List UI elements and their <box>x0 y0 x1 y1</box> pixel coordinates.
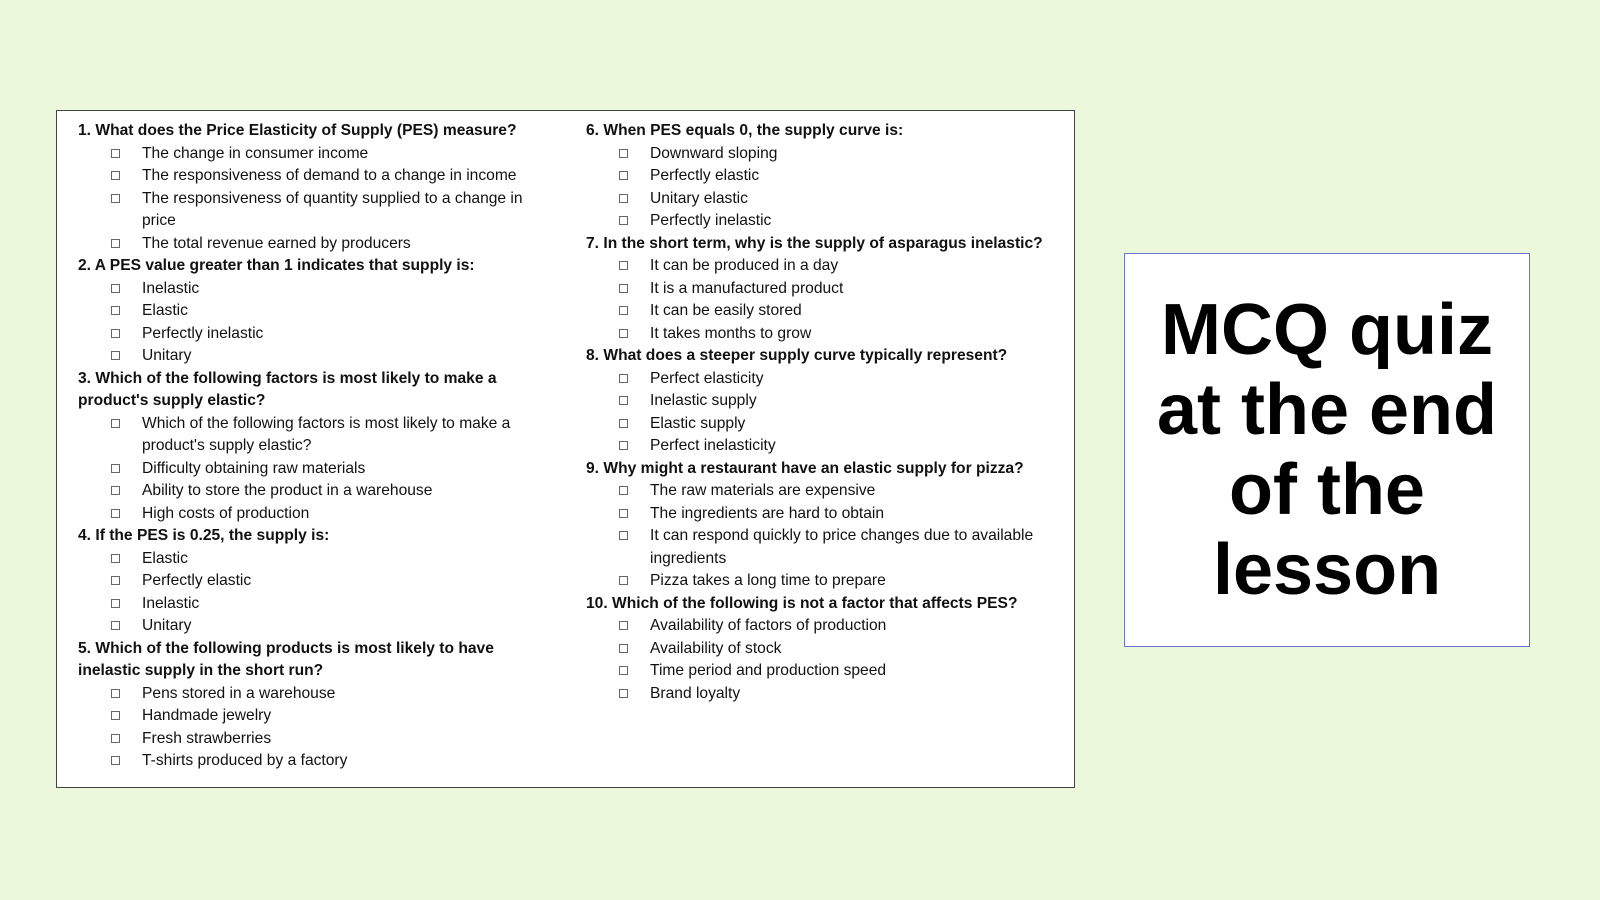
option-label: The total revenue earned by producers <box>142 234 411 252</box>
answer-option[interactable] <box>586 300 1061 323</box>
question-block <box>78 368 548 526</box>
checkbox-icon[interactable] <box>111 734 120 743</box>
checkbox-icon[interactable] <box>111 171 120 180</box>
question-block <box>586 345 1061 458</box>
checkbox-icon[interactable] <box>111 464 120 473</box>
answer-option[interactable] <box>586 525 1061 570</box>
option-label: It takes months to grow <box>650 324 812 342</box>
option-label: High costs of production <box>142 504 310 522</box>
option-label: Perfectly inelastic <box>650 212 772 229</box>
checkbox-icon[interactable] <box>619 666 628 675</box>
checkbox-icon[interactable] <box>111 419 120 428</box>
question-title <box>78 638 548 683</box>
question-text: A PES value greater than 1 indicates that supply is: <box>94 257 475 274</box>
question-block <box>78 255 548 368</box>
option-label: Ability to store the product in a warehouse <box>142 482 433 499</box>
checkbox-icon[interactable] <box>619 171 628 180</box>
checkbox-icon[interactable] <box>111 509 120 518</box>
checkbox-icon[interactable] <box>619 441 628 450</box>
checkbox-icon[interactable] <box>111 329 120 338</box>
option-label: Unitary elastic <box>650 189 748 207</box>
question-title <box>586 120 1061 143</box>
question-number: 8. <box>586 347 600 364</box>
checkbox-icon[interactable] <box>619 509 628 518</box>
question-block <box>78 525 548 638</box>
answer-option[interactable] <box>78 570 548 593</box>
option-label: Perfectly inelastic <box>142 324 264 342</box>
option-list <box>586 368 1061 458</box>
option-label: Unitary <box>142 347 192 364</box>
option-list <box>78 278 548 368</box>
question-block <box>586 593 1061 706</box>
question-number: 2. <box>78 257 92 274</box>
checkbox-icon[interactable] <box>111 576 120 585</box>
option-list <box>78 143 548 256</box>
question-text: When PES equals 0, the supply curve is: <box>603 122 904 139</box>
answer-option[interactable] <box>586 210 1061 233</box>
question-number: 10. <box>586 594 608 612</box>
answer-option[interactable] <box>586 503 1061 526</box>
checkbox-icon[interactable] <box>619 531 628 540</box>
answer-option[interactable] <box>78 165 548 188</box>
checkbox-icon[interactable] <box>111 711 120 720</box>
option-label: Inelastic <box>142 594 200 612</box>
question-text: Which of the following products is most likely to have inelastic supply in the short run? <box>78 639 494 679</box>
answer-option[interactable] <box>586 278 1061 301</box>
option-label: Perfect elasticity <box>650 369 764 387</box>
answer-option[interactable] <box>78 458 548 481</box>
option-list <box>78 548 548 638</box>
option-label: Handmade jewelry <box>142 707 272 724</box>
question-title <box>586 593 1061 616</box>
option-list <box>586 615 1061 705</box>
option-label: Difficulty obtaining raw materials <box>142 459 366 477</box>
option-label: Pizza takes a long time to prepare <box>650 572 886 589</box>
checkbox-icon[interactable] <box>111 306 120 315</box>
checkbox-icon[interactable] <box>619 194 628 203</box>
checkbox-icon[interactable] <box>619 644 628 653</box>
question-text: If the PES is 0.25, the supply is: <box>95 527 330 544</box>
checkbox-icon[interactable] <box>619 576 628 585</box>
option-label: Perfect inelasticity <box>650 437 776 454</box>
answer-option[interactable] <box>78 615 548 638</box>
answer-option[interactable] <box>78 323 548 346</box>
answer-option[interactable] <box>586 255 1061 278</box>
checkbox-icon[interactable] <box>619 149 628 158</box>
answer-option[interactable] <box>78 503 548 526</box>
checkbox-icon[interactable] <box>111 239 120 248</box>
title-line: lesson <box>1212 530 1442 610</box>
checkbox-icon[interactable] <box>619 284 628 293</box>
answer-option[interactable] <box>78 345 548 368</box>
option-label: Elastic <box>142 302 188 319</box>
option-label: Elastic supply <box>650 414 746 432</box>
quiz-sheet <box>56 110 1075 788</box>
question-title <box>586 233 1061 256</box>
answer-option[interactable] <box>78 143 548 166</box>
answer-option[interactable] <box>586 368 1061 391</box>
answer-option[interactable] <box>78 480 548 503</box>
question-number: 9. <box>586 459 600 477</box>
answer-option[interactable] <box>586 323 1061 346</box>
answer-option[interactable] <box>586 143 1061 166</box>
answer-option[interactable] <box>78 548 548 571</box>
question-block <box>78 638 548 773</box>
answer-option[interactable] <box>78 278 548 301</box>
question-block <box>586 458 1061 593</box>
option-label: Time period and production speed <box>650 662 887 679</box>
checkbox-icon[interactable] <box>111 149 120 158</box>
question-text: In the short term, why is the supply of asparagus inelastic? <box>603 234 1043 252</box>
title-line: MCQ quiz <box>1161 290 1493 370</box>
question-text: What does the Price Elasticity of Supply (PES) measure? <box>95 122 517 139</box>
option-label: Availability of stock <box>650 639 782 657</box>
question-title <box>586 345 1061 368</box>
checkbox-icon[interactable] <box>111 599 120 608</box>
option-label: Fresh strawberries <box>142 729 272 747</box>
question-title <box>78 255 548 278</box>
question-text: What does a steeper supply curve typically represent? <box>603 347 1008 364</box>
answer-option[interactable] <box>586 570 1061 593</box>
question-title <box>78 525 548 548</box>
option-label: Perfectly elastic <box>142 572 252 589</box>
question-title <box>78 368 548 413</box>
option-label: It can respond quickly to price changes due to available ingredients <box>650 527 1034 567</box>
option-label: The responsiveness of demand to a change in income <box>142 167 517 184</box>
checkbox-icon[interactable] <box>111 554 120 563</box>
checkbox-icon[interactable] <box>619 621 628 630</box>
question-number: 7. <box>586 234 600 252</box>
checkbox-icon[interactable] <box>619 486 628 495</box>
answer-option[interactable] <box>78 705 548 728</box>
title-line: at the end <box>1156 370 1498 450</box>
answer-option[interactable] <box>586 435 1061 458</box>
checkbox-icon[interactable] <box>111 351 120 360</box>
option-list <box>586 143 1061 233</box>
option-list <box>78 413 548 526</box>
checkbox-icon[interactable] <box>619 374 628 383</box>
option-label: It is a manufactured product <box>650 279 844 297</box>
question-title <box>78 120 548 143</box>
checkbox-icon[interactable] <box>111 756 120 765</box>
quiz-right-column <box>586 120 1061 705</box>
checkbox-icon[interactable] <box>111 284 120 293</box>
answer-option[interactable] <box>586 660 1061 683</box>
option-label: Elastic <box>142 549 188 567</box>
option-label: It can be easily stored <box>650 302 802 319</box>
option-label: Which of the following factors is most likely to make a product's supply elastic? <box>142 414 511 454</box>
answer-option[interactable] <box>586 390 1061 413</box>
option-label: Pens stored in a warehouse <box>142 684 336 702</box>
question-text: Which of the following factors is most likely to make a product's supply elastic? <box>78 369 497 409</box>
option-label: It can be produced in a day <box>650 257 839 274</box>
answer-option[interactable] <box>78 188 548 233</box>
answer-option[interactable] <box>78 300 548 323</box>
option-label: Perfectly elastic <box>650 167 760 184</box>
answer-option[interactable] <box>586 480 1061 503</box>
option-list <box>586 255 1061 345</box>
answer-option[interactable] <box>78 728 548 751</box>
answer-option[interactable] <box>78 593 548 616</box>
checkbox-icon[interactable] <box>111 621 120 630</box>
checkbox-icon[interactable] <box>111 689 120 698</box>
quiz-left-column <box>78 120 548 773</box>
checkbox-icon[interactable] <box>619 329 628 338</box>
option-label: The raw materials are expensive <box>650 482 876 499</box>
checkbox-icon[interactable] <box>619 419 628 428</box>
title-card <box>1124 253 1530 647</box>
answer-option[interactable] <box>586 615 1061 638</box>
answer-option[interactable] <box>78 683 548 706</box>
checkbox-icon[interactable] <box>619 396 628 405</box>
answer-option[interactable] <box>586 638 1061 661</box>
title-line: of the <box>1229 450 1425 530</box>
option-label: Inelastic <box>142 279 200 297</box>
checkbox-icon[interactable] <box>111 486 120 495</box>
question-number: 5. <box>78 639 92 657</box>
option-list <box>586 480 1061 593</box>
question-number: 4. <box>78 527 92 544</box>
answer-option[interactable] <box>78 413 548 458</box>
answer-option[interactable] <box>586 188 1061 211</box>
question-text: Which of the following is not a factor that affects PES? <box>612 594 1018 612</box>
question-block <box>586 120 1061 233</box>
option-label: The change in consumer income <box>142 144 369 162</box>
question-text: Why might a restaurant have an elastic supply for pizza? <box>603 459 1024 477</box>
answer-option[interactable] <box>586 683 1061 706</box>
question-block <box>78 120 548 255</box>
answer-option[interactable] <box>586 165 1061 188</box>
option-label: Unitary <box>142 617 192 634</box>
option-label: Downward sloping <box>650 144 778 162</box>
answer-option[interactable] <box>586 413 1061 436</box>
question-number: 1. <box>78 122 92 139</box>
question-number: 6. <box>586 122 600 139</box>
checkbox-icon[interactable] <box>111 194 120 203</box>
option-label: T-shirts produced by a factory <box>142 752 348 769</box>
option-label: The responsiveness of quantity supplied to a change in price <box>142 189 523 229</box>
answer-option[interactable] <box>78 750 548 773</box>
slide-title <box>1157 290 1497 610</box>
checkbox-icon[interactable] <box>619 216 628 225</box>
question-number: 3. <box>78 369 92 387</box>
checkbox-icon[interactable] <box>619 306 628 315</box>
answer-option[interactable] <box>78 233 548 256</box>
option-label: Inelastic supply <box>650 392 757 409</box>
checkbox-icon[interactable] <box>619 261 628 270</box>
option-label: Brand loyalty <box>650 684 741 702</box>
option-label: The ingredients are hard to obtain <box>650 504 885 522</box>
option-list <box>78 683 548 773</box>
option-label: Availability of factors of production <box>650 617 887 634</box>
question-block <box>586 233 1061 346</box>
question-title <box>586 458 1061 481</box>
checkbox-icon[interactable] <box>619 689 628 698</box>
